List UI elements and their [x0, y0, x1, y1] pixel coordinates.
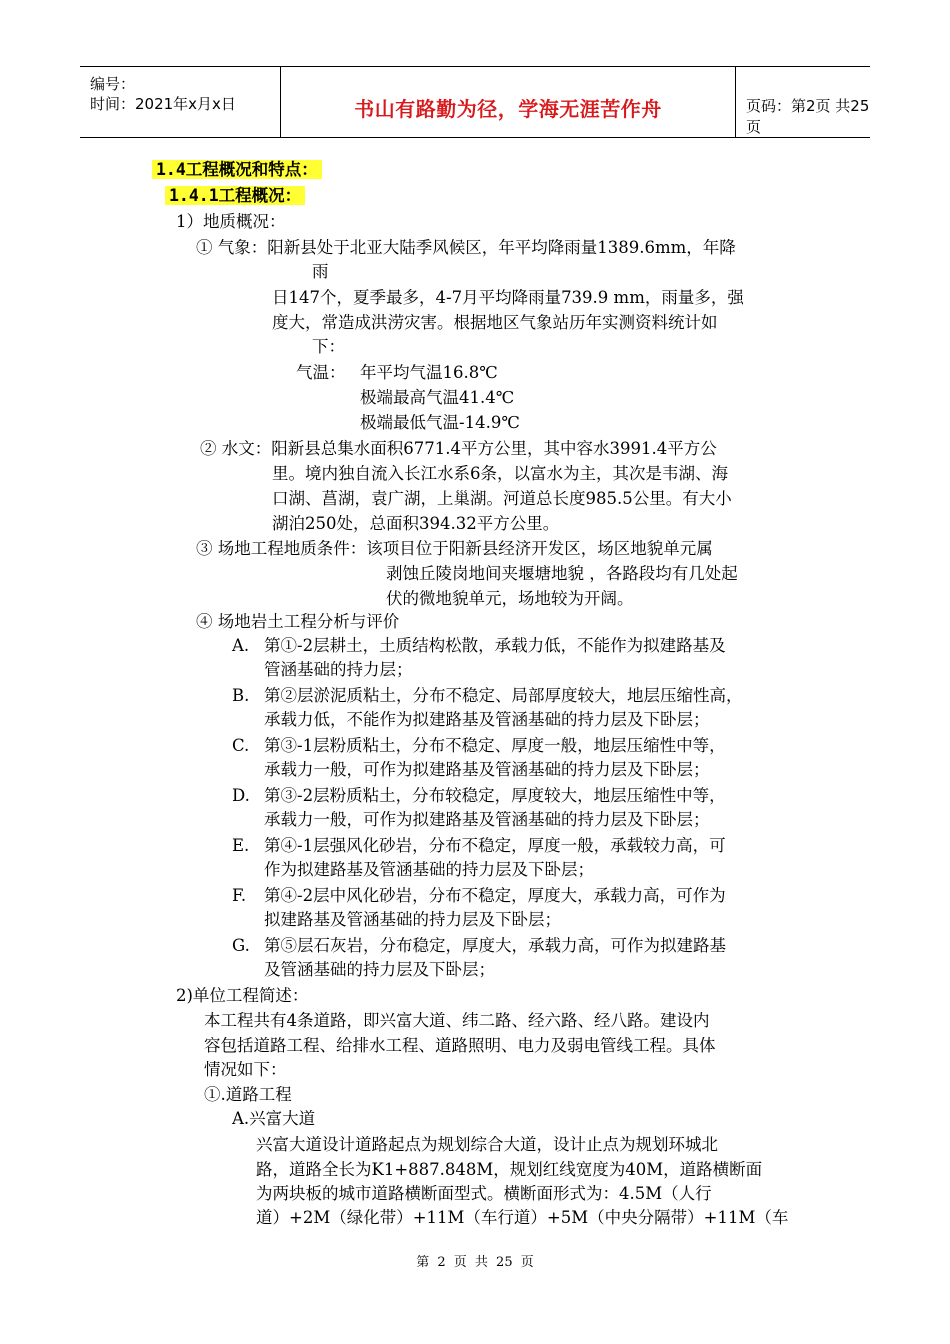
body-line: 极端最低气温-14.9℃	[360, 413, 520, 432]
body-line: 情况如下：	[204, 1060, 287, 1079]
list-marker: B.	[232, 686, 250, 705]
list-marker: C.	[232, 736, 250, 755]
body-line: 口湖、菖湖，袁广湖，上巢湖。河道总长度985.5公里。有大小	[272, 489, 732, 508]
body-line: 道）+2M（绿化带）+11M（车行道）+5M（中央分隔带）+11M（车	[256, 1208, 789, 1227]
body-line: 兴富大道设计道路起点为规划综合大道，设计止点为规划环城北	[256, 1135, 718, 1154]
body-line: 1）地质概况：	[176, 212, 286, 231]
body-line: 里。境内独自流入长江水系6条，以富水为主，其次是韦湖、海	[272, 464, 728, 483]
body-line: A.兴富大道	[232, 1109, 316, 1128]
body-line: 气温：	[296, 363, 346, 382]
body-line: 承载力低，不能作为拟建路基及管涵基础的持力层及下卧层；	[264, 710, 710, 729]
document-date-label: 时间：2021年x月x日	[90, 95, 236, 113]
body-line: 度大，常造成洪涝灾害。根据地区气象站历年实测资料统计如	[272, 313, 718, 332]
page-footer: 第 2 页 共 25 页	[416, 1255, 534, 1270]
body-line: 路，道路全长为K1+887.848M，规划红线宽度为40M，道路横断面	[256, 1160, 763, 1179]
list-marker: E.	[232, 836, 250, 855]
body-line: 年平均气温16.8℃	[360, 363, 498, 382]
body-line: ④ 场地岩土工程分析与评价	[196, 612, 400, 631]
body-line: ③ 场地工程地质条件：该项目位于阳新县经济开发区，场区地貌单元属	[196, 539, 713, 558]
section-heading-text: 1.4工程概况和特点：	[152, 160, 322, 179]
body-line: 本工程共有4条道路，即兴富大道、纬二路、经六路、经八路。建设内	[204, 1011, 710, 1030]
body-line: 及管涵基础的持力层及下卧层；	[264, 960, 495, 979]
body-line: ①.道路工程	[204, 1085, 292, 1104]
body-line: 剥蚀丘陵岗地间夹堰塘地貌 ，各路段均有几处起	[386, 564, 738, 583]
body-line: 下：	[312, 337, 345, 356]
body-line: 伏的微地貌单元，场地较为开阔。	[386, 589, 634, 608]
body-line: 作为拟建路基及管涵基础的持力层及下卧层；	[264, 860, 594, 879]
body-line: 2)单位工程简述：	[176, 986, 309, 1005]
body-line: ① 气象：阳新县处于北亚大陆季风候区，年平均降雨量1389.6mm，年降	[196, 238, 736, 257]
subsection-heading	[165, 186, 305, 206]
page-header	[80, 66, 870, 138]
body-line: 雨	[312, 262, 329, 281]
list-marker: F.	[232, 886, 247, 905]
body-line: 第⑤层石灰岩，分布稳定，厚度大，承载力高，可作为拟建路基	[264, 936, 726, 955]
header-page-label: 页码：第2页 共25页	[746, 97, 870, 136]
body-line: 日147个，夏季最多，4-7月平均降雨量739.9 mm，雨量多，强	[272, 288, 744, 307]
body-line: 为两块板的城市道路横断面型式。横断面形式为：4.5M（人行	[256, 1184, 712, 1203]
header-meta-cell	[80, 67, 281, 137]
body-line: 极端最高气温41.4℃	[360, 388, 515, 407]
body-line: 第②层淤泥质粘土，分布不稳定、局部厚度较大，地层压缩性高，	[264, 686, 743, 705]
body-line: 湖泊250处，总面积394.32平方公里。	[272, 514, 560, 533]
section-heading	[152, 160, 322, 180]
body-line: 第④-2层中风化砂岩，分布不稳定，厚度大，承载力高，可作为	[264, 886, 726, 905]
body-line: 第①-2层耕土，土质结构松散，承载力低，不能作为拟建路基及	[264, 636, 726, 655]
list-marker: A.	[232, 636, 250, 655]
header-motto: 书山有路勤为径，学海无涯苦作舟	[354, 97, 662, 121]
list-marker: D.	[232, 786, 250, 805]
body-line: 管涵基础的持力层；	[264, 660, 413, 679]
subsection-heading-text: 1.4.1工程概况：	[165, 186, 305, 205]
body-line: 第③-2层粉质粘土，分布较稳定，厚度较大，地层压缩性中等，	[264, 786, 726, 805]
document-number-label: 编号：	[90, 75, 136, 93]
body-line: 拟建路基及管涵基础的持力层及下卧层；	[264, 910, 561, 929]
body-line: 承载力一般，可作为拟建路基及管涵基础的持力层及下卧层；	[264, 810, 710, 829]
header-page-cell	[736, 67, 870, 137]
body-line: 承载力一般，可作为拟建路基及管涵基础的持力层及下卧层；	[264, 760, 710, 779]
body-line: 第④-1层强风化砂岩，分布不稳定，厚度一般，承载较力高，可	[264, 836, 726, 855]
list-marker: G.	[232, 936, 250, 955]
body-line: 第③-1层粉质粘土，分布不稳定、厚度一般，地层压缩性中等，	[264, 736, 726, 755]
body-line: 容包括道路工程、给排水工程、道路照明、电力及弱电管线工程。具体	[204, 1036, 716, 1055]
body-line: ② 水文：阳新县总集水面积6771.4平方公里，其中容水3991.4平方公	[200, 439, 717, 458]
header-motto-cell	[281, 67, 736, 137]
